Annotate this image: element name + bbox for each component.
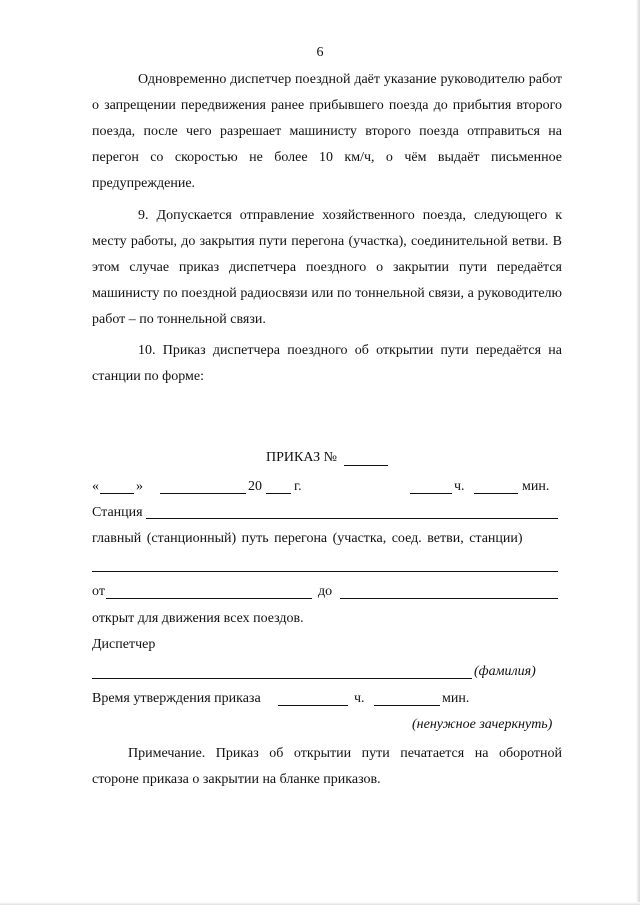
hours-field[interactable] — [410, 493, 452, 494]
to-label: до — [318, 584, 333, 599]
minutes-label: мин. — [522, 479, 550, 494]
year-suffix: г. — [294, 479, 302, 494]
strike-hint: (ненужное зачеркнуть) — [412, 717, 553, 732]
track-label: главный (станционный) путь перегона (участка, соед. ветви, станции) — [92, 531, 523, 546]
day-field[interactable] — [100, 493, 134, 494]
paragraph-simultaneous-instruction: Одновременно диспетчер поездной даёт указание руководителю работ о запрещении передвижения ранее прибывшего поезда до прибытия второго поезда, после чего разрешает машинисту второго поезда отправиться на перегон со скоростью не более 10 км/ч, о чём выдаёт письменное предупреждение. — [92, 72, 562, 191]
dispatcher-label: Диспетчер — [92, 637, 156, 652]
approval-hours-field[interactable] — [278, 705, 348, 706]
dispatcher-surname-field[interactable] — [92, 678, 472, 679]
approval-hours-label: ч. — [354, 691, 365, 706]
paragraph-item-9: 9. Допускается отправление хозяйственного поезда, следующего к месту работы, до закрытия пути перегона (участка), соединительной ветви. В этом случае приказ диспетчера поездного о закрытии пути передаётся машинисту по поездной радиосвязи или по тоннельной связи, а руководителю работ – по тоннельной связи. — [92, 208, 562, 327]
page-number: 6 — [316, 45, 324, 60]
year-field[interactable] — [266, 493, 291, 494]
station-label: Станция — [92, 505, 143, 520]
order-number-field[interactable] — [344, 465, 388, 466]
opened-text: открыт для движения всех поездов. — [92, 611, 304, 626]
note-paragraph: Примечание. Приказ об открытии пути печатается на оборотной стороне приказа о закрытии на бланке приказов. — [92, 746, 562, 787]
track-field[interactable] — [92, 571, 558, 572]
approval-minutes-field[interactable] — [374, 705, 440, 706]
date-quote-open: « — [92, 479, 99, 494]
hours-label: ч. — [454, 479, 465, 494]
month-field[interactable] — [160, 493, 246, 494]
approval-minutes-label: мин. — [442, 691, 470, 706]
minutes-field[interactable] — [474, 493, 518, 494]
from-label: от — [92, 584, 105, 599]
station-field[interactable] — [146, 518, 558, 519]
paragraph-item-10: 10. Приказ диспетчера поездного об открытии пути передаётся на станции по форме: — [92, 343, 562, 384]
year-prefix: 20 — [248, 479, 262, 494]
from-field[interactable] — [106, 598, 312, 599]
surname-hint: (фамилия) — [474, 664, 536, 679]
to-field[interactable] — [340, 598, 558, 599]
order-title: ПРИКАЗ № — [266, 450, 337, 465]
page-edge-shadow — [636, 0, 640, 905]
date-quote-close: » — [136, 479, 143, 494]
approval-time-label: Время утверждения приказа — [92, 691, 261, 706]
